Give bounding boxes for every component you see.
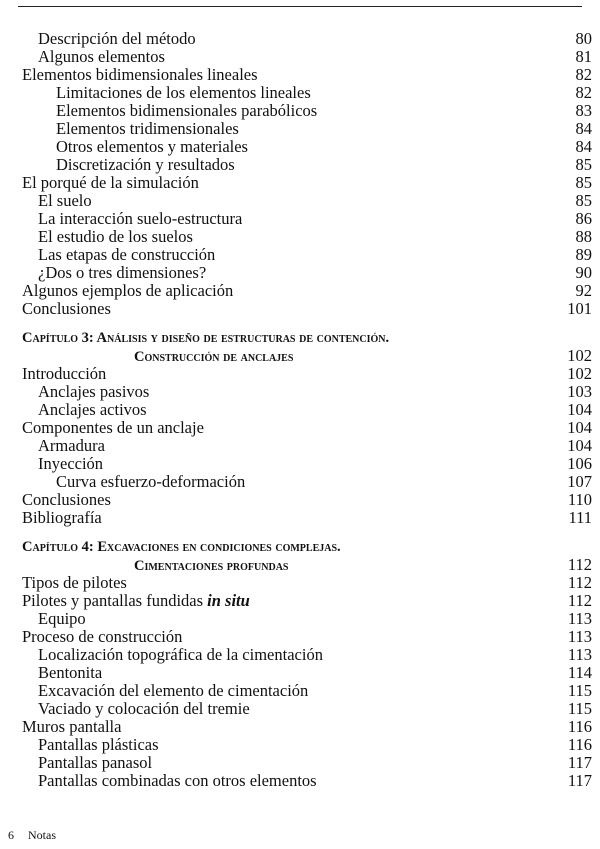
toc-entry-page: 113: [567, 627, 592, 646]
toc-entry-page: 114: [567, 663, 592, 682]
toc-entry-label: Anclajes activos: [38, 400, 147, 419]
toc-entry-page: 116: [567, 717, 592, 736]
toc-entry-label: Vaciado y colocación del tremie: [38, 699, 250, 718]
footer-series: Notas: [28, 828, 56, 842]
toc-entry-label: Introducción: [22, 364, 107, 383]
toc-entry-label: Excavación del elemento de cimentación: [38, 681, 309, 700]
toc-entry-page: 82: [575, 65, 592, 84]
toc-entry-label: Algunos elementos: [38, 47, 165, 66]
toc-section-continued: [22, 30, 598, 318]
toc-entry-label: Algunos ejemplos de aplicación: [22, 281, 234, 300]
toc-entry: [22, 509, 598, 527]
chapter-3-subtitle: Construcción de anclajes: [134, 349, 294, 365]
top-rule: [18, 6, 582, 7]
toc-entry-label: La interacción suelo-estructura: [38, 209, 243, 228]
toc-entry: [22, 455, 598, 473]
chapter-3: [22, 329, 598, 527]
toc-entry: [22, 772, 598, 790]
toc-entry-label: Localización topográfica de la cimentación: [38, 645, 323, 664]
toc-entry-page: 103: [567, 382, 592, 401]
toc-entry-page: 82: [575, 83, 592, 102]
chapter-4-subtitle-row: [22, 556, 598, 574]
toc-entry: [22, 700, 598, 718]
toc-entry-page: 113: [567, 645, 592, 664]
toc-entry-page: 89: [575, 245, 592, 264]
toc-entry-page: 101: [567, 299, 592, 318]
toc-entry-label: Elementos bidimensionales lineales: [22, 65, 258, 84]
toc-entry-label: Discretización y resultados: [56, 155, 235, 174]
toc-entry: [22, 120, 598, 138]
page-footer: [8, 828, 56, 843]
toc-entry-page: 115: [567, 699, 592, 718]
toc-entry: [22, 610, 598, 628]
toc-entry: [22, 300, 598, 318]
italic-term: in situ: [207, 591, 250, 610]
chapter-4-entries: [22, 574, 598, 790]
toc-entry-page: 104: [567, 400, 592, 419]
toc-entry: [22, 84, 598, 102]
toc-entry: [22, 174, 598, 192]
toc-entry: [22, 574, 598, 592]
toc-entry-label: El estudio de los suelos: [38, 227, 193, 246]
toc-entry-label: Pantallas combinadas con otros elementos: [38, 771, 317, 790]
toc-entry-label: Pantallas plásticas: [38, 735, 159, 754]
toc-entry: [22, 210, 598, 228]
toc-entry-label: Descripción del método: [38, 29, 196, 48]
toc-entry: [22, 628, 598, 646]
toc-entry-page: 85: [575, 191, 592, 210]
toc-entry-page: 110: [567, 490, 592, 509]
toc-entry-label: Componentes de un anclaje: [22, 418, 204, 437]
toc-entry-page: 81: [575, 47, 592, 66]
toc-entry: [22, 102, 598, 120]
toc-entry: [22, 282, 598, 300]
toc-entry-label: Bentonita: [38, 663, 103, 682]
toc-entry: [22, 156, 598, 174]
toc-entry: [22, 437, 598, 455]
toc-entry-page: 117: [567, 771, 592, 790]
toc-entry: [22, 736, 598, 754]
toc-entry-page: 83: [575, 101, 592, 120]
toc-entry: [22, 592, 598, 610]
toc-entry-page: 106: [567, 454, 592, 473]
toc-entry-label: Anclajes pasivos: [38, 382, 150, 401]
toc-entry-page: 104: [567, 418, 592, 437]
chapter-4-title: Capítulo 4: Excavaciones en condiciones complejas.: [22, 539, 341, 555]
toc-entry-label: ¿Dos o tres dimensiones?: [38, 263, 207, 282]
toc-entry-page: 84: [575, 119, 592, 138]
toc-entry-label: Elementos tridimensionales: [56, 119, 239, 138]
toc-entry-page: 84: [575, 137, 592, 156]
toc-entry-page: 85: [575, 173, 592, 192]
toc-entry-label: Conclusiones: [22, 299, 111, 318]
toc-entry-label: Equipo: [38, 609, 86, 628]
toc-entry-page: 107: [567, 472, 592, 491]
footer-page-number: 6: [8, 828, 14, 842]
toc-entry-page: 112: [567, 591, 592, 610]
toc-entry-page: 112: [567, 573, 592, 592]
toc-entry: [22, 264, 598, 282]
toc-entry: [22, 365, 598, 383]
chapter-4: [22, 538, 598, 790]
toc-entry: [22, 66, 598, 84]
toc-entry-label: Conclusiones: [22, 490, 111, 509]
toc-entry-page: 113: [567, 609, 592, 628]
toc-entry-page: 102: [567, 364, 592, 383]
chapter-4-subtitle: Cimentaciones profundas: [134, 558, 289, 574]
toc-entry-label: El suelo: [38, 191, 92, 210]
toc-entry: [22, 48, 598, 66]
toc-entry-label: Curva esfuerzo-deformación: [56, 472, 246, 491]
toc-entry-label: El porqué de la simulación: [22, 173, 199, 192]
toc-entry-label: Bibliografía: [22, 508, 102, 527]
toc-entry: [22, 646, 598, 664]
toc-entry-label: Otros elementos y materiales: [56, 137, 248, 156]
toc-entry: [22, 491, 598, 509]
toc-entry-label: Limitaciones de los elementos lineales: [56, 83, 311, 102]
toc-entry: [22, 228, 598, 246]
toc-entry: [22, 383, 598, 401]
chapter-3-subtitle-row: [22, 347, 598, 365]
toc-entry-label: Elementos bidimensionales parabólicos: [56, 101, 318, 120]
toc-entry-page: 111: [568, 508, 592, 527]
toc-entry-label: Muros pantalla: [22, 717, 122, 736]
toc-entry-page: 86: [575, 209, 592, 228]
toc-entry-page: 85: [575, 155, 592, 174]
chapter-4-page: 112: [567, 555, 592, 574]
toc-entry-page: 92: [575, 281, 592, 300]
toc-entry: [22, 192, 598, 210]
toc-entry-page: 104: [567, 436, 592, 455]
toc-entry: [22, 682, 598, 700]
toc-entry-label: Armadura: [38, 436, 105, 455]
toc-entry: [22, 473, 598, 491]
toc-entry: [22, 718, 598, 736]
toc-entry-page: 80: [575, 29, 592, 48]
toc-entry: [22, 30, 598, 48]
toc-entry: [22, 419, 598, 437]
table-of-contents: [22, 30, 598, 790]
chapter-3-entries: [22, 365, 598, 527]
toc-entry-label: Proceso de construcción: [22, 627, 183, 646]
toc-entry: [22, 138, 598, 156]
toc-entry-label: Tipos de pilotes: [22, 573, 127, 592]
toc-entry-page: 115: [567, 681, 592, 700]
toc-entry-page: 117: [567, 753, 592, 772]
toc-entry-page: 116: [567, 735, 592, 754]
toc-entry: [22, 754, 598, 772]
toc-entry-label: Pantallas panasol: [38, 753, 153, 772]
toc-entry-page: 88: [575, 227, 592, 246]
toc-entry-label: Inyección: [38, 454, 104, 473]
toc-entry-label: Pilotes y pantallas fundidas in situ: [22, 591, 250, 610]
chapter-3-title: Capítulo 3: Análisis y diseño de estructuras de contención.: [22, 330, 390, 346]
toc-entry-label: Las etapas de construcción: [38, 245, 216, 264]
toc-entry: [22, 664, 598, 682]
chapter-3-page: 102: [567, 346, 592, 365]
toc-entry: [22, 401, 598, 419]
toc-entry-page: 90: [575, 263, 592, 282]
toc-entry: [22, 246, 598, 264]
